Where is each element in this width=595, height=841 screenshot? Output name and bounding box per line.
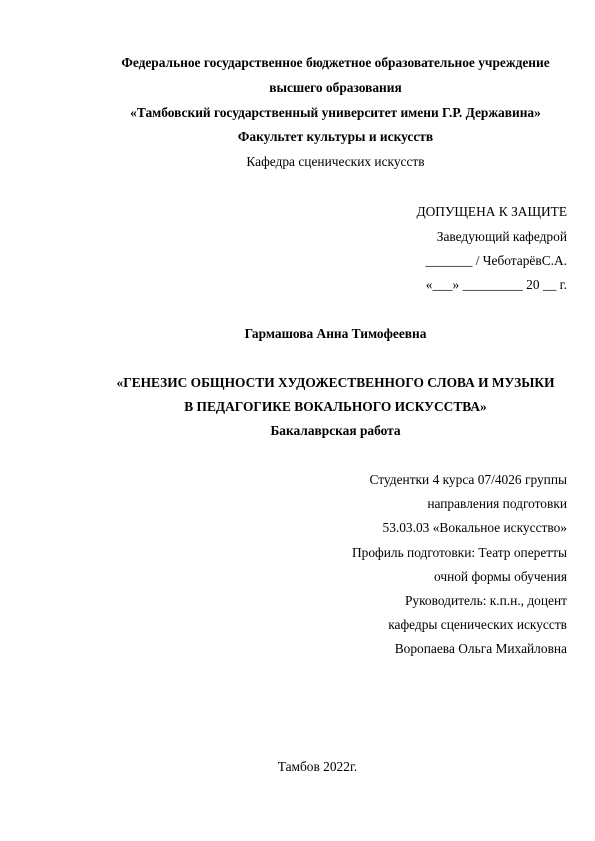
approval-date: «___» _________ 20 __ г.: [425, 277, 567, 292]
thesis-title-line1: «ГЕНЕЗИС ОБЩНОСТИ ХУДОЖЕСТВЕННОГО СЛОВА И МУЗЫКИ: [116, 375, 555, 390]
faculty-name: Факультет культуры и искусств: [237, 129, 434, 144]
student-info-line: 53.03.03 «Вокальное искусство»: [382, 520, 567, 535]
student-info-line: очной формы обучения: [433, 569, 567, 584]
student-info-line: Руководитель: к.п.н., доцент: [404, 593, 567, 608]
thesis-type: Бакалаврская работа: [270, 423, 401, 438]
city-year: Тамбов 2022г.: [277, 759, 358, 774]
approval-role: Заведующий кафедрой: [436, 229, 567, 244]
university-name: «Тамбовский государственный университет имени Г.Р. Державина»: [130, 105, 541, 120]
approval-signature: _______ / ЧеботарёвС.А.: [425, 253, 567, 268]
student-info-line: направления подготовки: [427, 496, 567, 511]
student-info-line: Студентки 4 курса 07/4026 группы: [369, 472, 567, 487]
author-name: Гармашова Анна Тимофеевна: [244, 326, 427, 341]
department-name: Кафедра сценических искусств: [246, 154, 425, 169]
thesis-title-line2: В ПЕДАГОГИКЕ ВОКАЛЬНОГО ИСКУССТВА»: [184, 399, 487, 414]
student-info-line: кафедры сценических искусств: [388, 617, 567, 632]
student-info-line: Воропаева Ольга Михайловна: [394, 641, 567, 656]
student-info-line: Профиль подготовки: Театр оперетты: [351, 545, 567, 560]
institution-level: высшего образования: [269, 80, 402, 95]
institution-type: Федеральное государственное бюджетное образовательное учреждение: [121, 55, 550, 70]
approval-title: ДОПУЩЕНА К ЗАЩИТЕ: [416, 204, 567, 219]
